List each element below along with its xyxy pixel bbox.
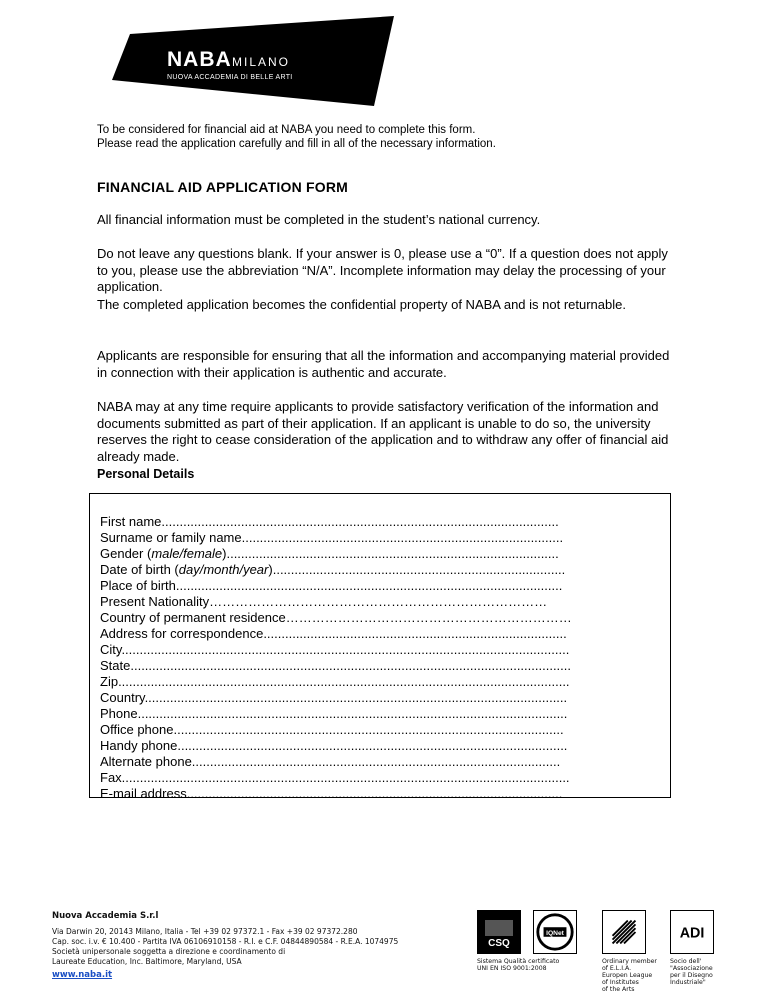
field-country[interactable]: Country..................................................................................................................... [100,690,568,705]
footer-ownership: Società unipersonale soggetta a direzione e coordinamento di [52,947,286,956]
form-title: FINANCIAL AID APPLICATION FORM [97,179,348,195]
field-place-of-birth[interactable]: Place of birth........................................................................................................... [100,578,563,593]
footer-laureate: Laureate Education, Inc. Baltimore, Maryland, USA [52,957,242,966]
naba-logo-shape [112,14,402,114]
paragraph-confidential: The completed application becomes the confidential property of NABA and is not returnable. [97,297,626,312]
iqnet-label: IQNet [546,929,564,937]
field-present-nationality[interactable]: Present Nationality…………………………………………………………………… [100,594,548,609]
field-phone[interactable]: Phone....................................................................................................................... [100,706,568,721]
field-date-of-birth[interactable]: Date of birth (day/month/year)................................................................................. [100,562,566,577]
footer-capital: Cap. soc. i.v. € 10.400 - Partita IVA 06106910158 - R.I. e C.F. 04844890584 - R.E.A. 1074975 [52,937,399,946]
field-handy-phone[interactable]: Handy phone............................................................................................................ [100,738,568,753]
iqnet-logo [533,910,577,954]
quality-caption: Sistema Qualità certificato UNI EN ISO 9001:2008 [477,958,560,972]
adi-logo [670,910,714,954]
intro-line-2: Please read the application carefully and fill in all of the necessary information. [97,138,496,150]
footer-website-link[interactable]: www.naba.it [52,970,113,980]
field-gender[interactable]: Gender (male/female)............................................................................................ [100,546,559,561]
paragraph-currency: All financial information must be completed in the student’s national currency. [97,212,541,227]
paragraph-verification: NABA may at any time require applicants to provide satisfactory verification of the information and documents submitted as part of their application. If an applicant is unable to do so, the university reserves the right to cease consideration of the application and to withdraw any offer of financial aid already made. [97,399,669,464]
adi-caption: Socio dell' "Associazione per il Disegno Industriale" [670,958,713,986]
footer-address: Via Darwin 20, 20143 Milano, Italia - Tel +39 02 97372.1 - Fax +39 02 97372.280 [52,927,358,936]
field-email[interactable]: E-mail address........................................................................................................ [100,786,563,801]
paragraph-blank-answers: Do not leave any questions blank. If your answer is 0, please use a “0”. If a question does not apply to you, please use the abbreviation “N/A”. Incomplete information may delay the processing of your application. [97,246,668,294]
field-city[interactable]: City............................................................................................................................ [100,642,570,657]
csq-logo [477,910,521,954]
intro-line-1: To be considered for financial aid at NABA you need to complete this form. [97,124,476,136]
field-zip[interactable]: Zip............................................................................................................................. [100,674,570,689]
elia-caption: Ordinary member of E.L.I.A. Europen League of Institutes of the Arts [602,958,657,993]
section-title-personal-details: Personal Details [97,467,195,481]
adi-label: ADI [679,925,705,942]
logo-tagline: NUOVA ACCADEMIA DI BELLE ARTI [167,74,293,81]
field-surname[interactable]: Surname or family name......................................................................................... [100,530,564,545]
logo-city: MILANO [232,55,291,69]
field-country-of-residence[interactable]: Country of permanent residence………………………………………………………… [100,610,572,625]
naba-logo [112,14,402,114]
footer-company: Nuova Accademia S.r.l [52,911,159,921]
field-first-name[interactable]: First name.............................................................................................................. [100,514,559,529]
paragraph-responsibility: Applicants are responsible for ensuring that all the information and accompanying material provided in connection with their application is authentic and accurate. [97,348,670,380]
logo-brand: NABA [167,48,232,71]
intro-text [97,123,496,151]
field-fax[interactable]: Fax............................................................................................................................ [100,770,570,785]
csq-label: CSQ [488,938,510,949]
elia-logo [602,910,646,954]
field-office-phone[interactable]: Office phone............................................................................................................ [100,722,564,737]
field-alternate-phone[interactable]: Alternate phone...................................................................................................... [100,754,561,769]
field-state[interactable]: State.......................................................................................................................... [100,658,572,673]
field-address[interactable]: Address for correspondence.................................................................................... [100,626,567,641]
footer [52,911,398,980]
personal-details-box [89,493,671,801]
